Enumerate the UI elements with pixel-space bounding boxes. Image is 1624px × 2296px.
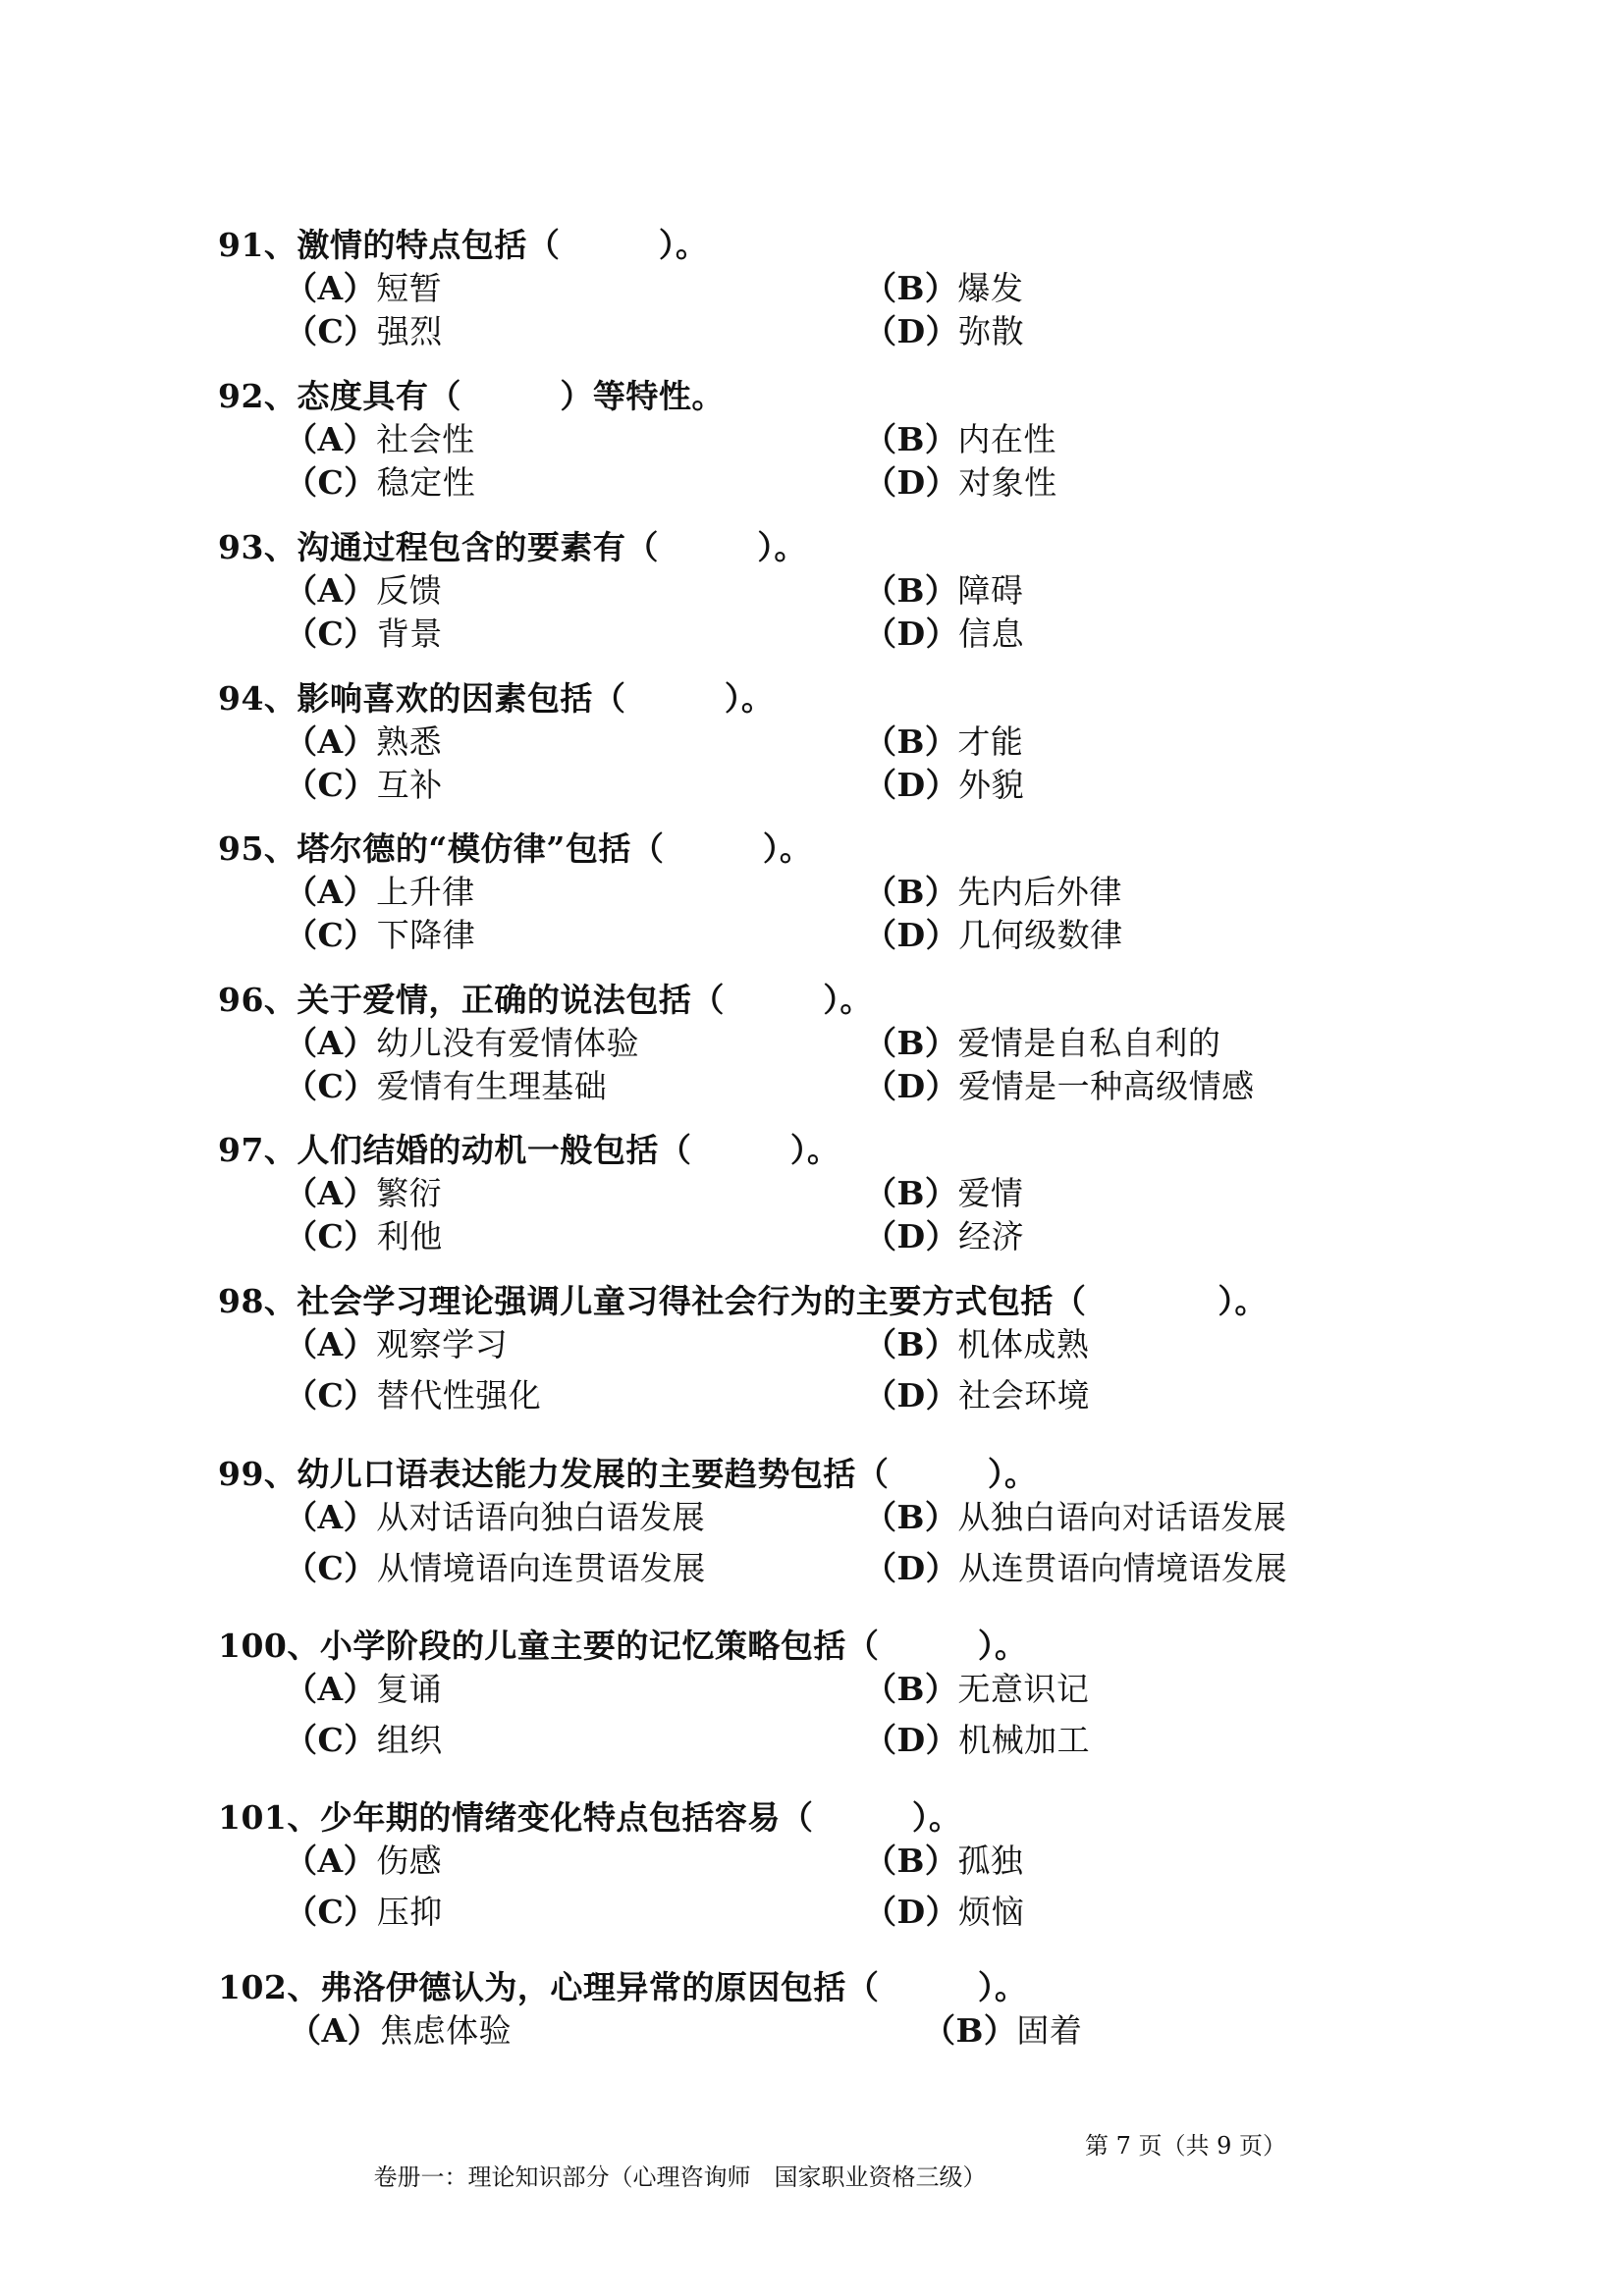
option-d: （D）爱情是一种高级情感 [864, 1067, 1255, 1105]
option-b: （B）机体成熟 [864, 1325, 1090, 1363]
question-95 [218, 828, 1396, 957]
option-b: （B）内在性 [864, 420, 1056, 458]
option-c: （C）压抑 [285, 1893, 443, 1931]
question-stem: 93、沟通过程包含的要素有（ ）。 [218, 528, 807, 566]
option-c: （C）爱情有生理基础 [285, 1067, 608, 1105]
question-stem: 100、小学阶段的儿童主要的记忆策略包括（ ）。 [218, 1627, 1028, 1665]
question-91 [218, 224, 1396, 353]
option-a: （A）熟悉 [285, 722, 443, 761]
question-102 [218, 1966, 1396, 2053]
option-d: （D）几何级数律 [864, 916, 1123, 954]
option-a: （A）社会性 [285, 420, 475, 458]
question-99 [218, 1453, 1396, 1590]
question-stem: 95、塔尔德的“模仿律”包括（ ）。 [218, 829, 813, 868]
option-a: （A）上升律 [285, 873, 475, 911]
option-a: （A）繁衍 [285, 1174, 443, 1212]
option-c: （C）背景 [285, 614, 443, 653]
option-c: （C）组织 [285, 1721, 443, 1759]
option-c: （C）强烈 [285, 312, 443, 350]
option-d: （D）外貌 [864, 766, 1025, 804]
question-stem: 96、关于爱情，正确的说法包括（ ）。 [218, 981, 873, 1019]
option-a: （A）反馈 [285, 571, 443, 610]
option-b: （B）无意识记 [864, 1670, 1090, 1708]
option-a: （A）短暂 [285, 269, 443, 307]
option-b: （B）孤独 [864, 1842, 1024, 1880]
option-a: （A）幼儿没有爱情体验 [285, 1024, 640, 1062]
option-d: （D）信息 [864, 614, 1025, 653]
option-c: （C）稳定性 [285, 463, 476, 502]
option-d: （D）机械加工 [864, 1721, 1091, 1759]
option-b: （B）先内后外律 [864, 873, 1122, 911]
option-b: （B）固着 [923, 2011, 1083, 2050]
question-100 [218, 1625, 1396, 1762]
option-b: （B）从独白语向对话语发展 [864, 1498, 1287, 1536]
option-d: （D）经济 [864, 1217, 1025, 1255]
question-93 [218, 526, 1396, 656]
option-d: （D）烦恼 [864, 1893, 1025, 1931]
question-98 [218, 1280, 1396, 1417]
footer-volume-text: 卷册一：理论知识部分（心理咨询师 国家职业资格三级） [373, 2163, 987, 2191]
option-a: （A）焦虑体验 [289, 2011, 513, 2050]
page-number: 第 7 页（共 9 页） [1085, 2132, 1287, 2160]
option-d: （D）对象性 [864, 463, 1057, 502]
option-d: （D）弥散 [864, 312, 1025, 350]
option-a: （A）复诵 [285, 1670, 443, 1708]
option-c: （C）下降律 [285, 916, 476, 954]
option-b: （B）障碍 [864, 571, 1024, 610]
option-c: （C）利他 [285, 1217, 443, 1255]
question-stem: 102、弗洛伊德认为，心理异常的原因包括（ ）。 [218, 1968, 1028, 2006]
option-b: （B）才能 [864, 722, 1024, 761]
question-96 [218, 979, 1396, 1108]
question-92 [218, 375, 1396, 505]
option-d: （D）社会环境 [864, 1376, 1091, 1415]
option-c: （C）从情境语向连贯语发展 [285, 1549, 706, 1587]
option-b: （B）爱情 [864, 1174, 1024, 1212]
question-stem: 101、少年期的情绪变化特点包括容易（ ）。 [218, 1798, 962, 1837]
question-stem: 91、激情的特点包括（ ）。 [218, 226, 709, 264]
option-a: （A）伤感 [285, 1842, 443, 1880]
page-footer [344, 2130, 1326, 2256]
option-c: （C）替代性强化 [285, 1376, 542, 1415]
question-stem: 99、幼儿口语表达能力发展的主要趋势包括（ ）。 [218, 1455, 1038, 1493]
option-a: （A）观察学习 [285, 1325, 509, 1363]
option-a: （A）从对话语向独白语发展 [285, 1498, 706, 1536]
option-b: （B）爱情是自私自利的 [864, 1024, 1221, 1062]
option-b: （B）爆发 [864, 269, 1024, 307]
question-101 [218, 1796, 1396, 1934]
question-stem: 97、人们结婚的动机一般包括（ ）。 [218, 1131, 840, 1169]
question-stem: 94、影响喜欢的因素包括（ ）。 [218, 679, 775, 718]
question-97 [218, 1129, 1396, 1258]
option-d: （D）从连贯语向情境语发展 [864, 1549, 1288, 1587]
question-94 [218, 677, 1396, 807]
question-stem: 98、社会学习理论强调儿童习得社会行为的主要方式包括（ ）。 [218, 1282, 1268, 1320]
option-c: （C）互补 [285, 766, 443, 804]
question-stem: 92、态度具有（ ）等特性。 [218, 377, 725, 415]
